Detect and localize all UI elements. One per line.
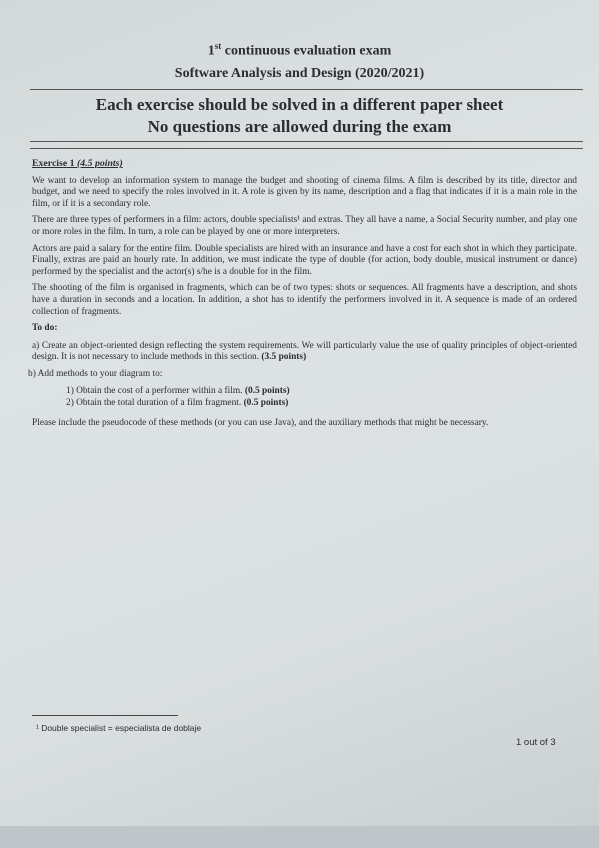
todo-heading: To do: (32, 323, 58, 334)
course-title: Software Analysis and Design (2020/2021) (174, 65, 425, 81)
instructions-banner (0, 94, 599, 138)
footnote-divider (32, 715, 178, 716)
paragraph-2: There are three types of performers in a film: actors, double specialists¹ and extras. They all have a name, a Social Security number, and play one or more roles in the film. In turn, a role can be played by one or more interpreters. (32, 215, 577, 237)
method-item-1 (66, 386, 577, 398)
method-list (66, 386, 577, 410)
divider-top (30, 89, 583, 90)
task-a-text: a) Create an object-oriented design reflecting the system requirements. We will particularly value the use of quality principles of object-oriented design. It is not necessary to include methods in this section. (32, 340, 577, 363)
divider-bottom-1 (30, 141, 583, 142)
page-bottom-edge (0, 826, 599, 848)
method-item-2 (66, 398, 577, 410)
method-1-points: (0.5 points) (244, 385, 290, 396)
instruction-line-2: No questions are allowed during the exam (147, 117, 452, 136)
exam-ordinal: st (214, 41, 222, 51)
paragraph-4: The shooting of the film is organised in fragments, which can be of two types: shots or sequences. All fragments have a description, and shots have a duration in seconds and a location. In addition, a shot has to identify the performers involved in it. A sequence is made of an ordered collection of fragments. (32, 283, 577, 317)
exercise-section (28, 158, 577, 434)
page-number: 1 out of 3 (516, 737, 556, 748)
task-b: b) Add methods to your diagram to: (28, 368, 163, 379)
task-a-points: (3.5 points) (261, 352, 307, 363)
method-2-text: 2) Obtain the total duration of a film fragment. (66, 398, 244, 409)
exam-title-text: continuous evaluation exam (221, 43, 392, 59)
exercise-points: (4.5 points) (76, 158, 123, 169)
exercise-title-text: Exercise 1 (32, 158, 75, 169)
paragraph-3: Actors are paid a salary for the entire film. Double specialists are hired with an insurance and have a cost for each shot in which they participate. Finally, extras are paid an hourly rate. In addition, we must indicate the type of double (for action, body double, musical instrument or dance) performed by the specialist and the actor(s) s/he is a double for in the film. (32, 243, 577, 277)
method-2-points: (0.5 points) (243, 398, 289, 409)
divider-bottom-2 (30, 148, 583, 149)
footnote: ¹ Double specialist = especialista de doblaje (36, 723, 202, 733)
exam-title (0, 36, 599, 62)
task-a (32, 341, 577, 364)
exam-header (0, 36, 599, 84)
pseudocode-note: Please include the pseudocode of these methods (or you can use Java), and the auxiliary methods that might be necessary. (32, 417, 489, 428)
instruction-line-1: Each exercise should be solved in a different paper sheet (95, 95, 504, 114)
paragraph-1: We want to develop an information system to manage the budget and shooting of cinema films. A film is described by its title, director and budget, and we need to specify the roles involved in it. A role is given by its name, description and a flag that indicates if it is a main role in the film, or if it is a secondary role. (32, 175, 577, 209)
exercise-title (32, 158, 577, 170)
method-1-text: 1) Obtain the cost of a performer within a film. (66, 385, 245, 396)
exam-number: 1 (207, 43, 215, 59)
